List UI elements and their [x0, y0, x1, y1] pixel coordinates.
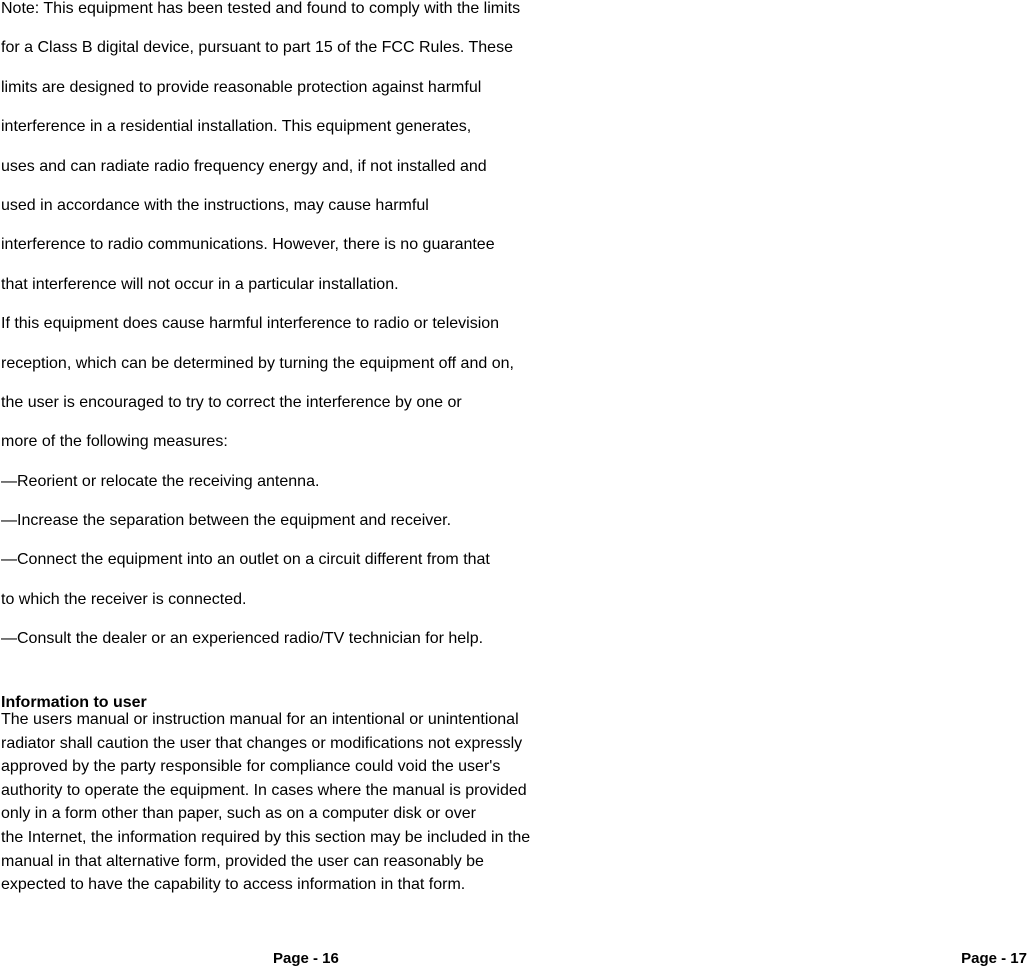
information-line: only in a form other than paper, such as on a computer disk or over	[1, 805, 476, 823]
measure-item: —Connect the equipment into an outlet on a circuit different from that	[1, 551, 490, 569]
fcc-notice-section	[1, 0, 681, 670]
fcc-notice-line: reception, which can be determined by turning the equipment off and on,	[1, 354, 514, 372]
fcc-notice-line: the user is encouraged to try to correct the interference by one or	[1, 393, 462, 411]
information-line: approved by the party responsible for compliance could void the user's	[1, 758, 501, 776]
measure-item: —Consult the dealer or an experienced radio/TV technician for help.	[1, 630, 484, 648]
fcc-notice-line: If this equipment does cause harmful interference to radio or television	[1, 315, 500, 333]
page-number-left: Page - 16	[273, 950, 339, 967]
page-number-right: Page - 17	[961, 950, 1027, 967]
information-to-user-section	[1, 694, 681, 900]
fcc-notice-line: limits are designed to provide reasonable protection against harmful	[1, 78, 482, 96]
measure-item: —Reorient or relocate the receiving antenna.	[1, 472, 320, 490]
information-line: The users manual or instruction manual for an intentional or unintentional	[1, 711, 519, 728]
information-line: manual in that alternative form, provided the user can reasonably be	[1, 852, 484, 870]
information-line: radiator shall caution the user that changes or modifications not expressly	[1, 734, 523, 752]
fcc-notice-line: interference in a residential installation. This equipment generates,	[1, 118, 472, 136]
fcc-notice-line: used in accordance with the instructions, may cause harmful	[1, 196, 429, 214]
information-line: expected to have the capability to access information in that form.	[1, 876, 466, 894]
fcc-notice-line: uses and can radiate radio frequency energy and, if not installed and	[1, 157, 487, 175]
fcc-notice-line: Note: This equipment has been tested and found to comply with the limits	[1, 0, 521, 17]
fcc-notice-line: interference to radio communications. However, there is no guarantee	[1, 236, 495, 254]
fcc-notice-line: more of the following measures:	[1, 433, 228, 451]
measure-item-continuation: to which the receiver is connected.	[1, 590, 247, 608]
section-heading: Information to user	[1, 694, 147, 711]
fcc-notice-line: for a Class B digital device, pursuant to part 15 of the FCC Rules. These	[1, 39, 513, 57]
information-line: authority to operate the equipment. In cases where the manual is provided	[1, 781, 527, 799]
fcc-notice-line: that interference will not occur in a particular installation.	[1, 275, 399, 293]
information-line: the Internet, the information required by this section may be included in the	[1, 828, 531, 846]
measure-item: —Increase the separation between the equipment and receiver.	[1, 512, 452, 530]
